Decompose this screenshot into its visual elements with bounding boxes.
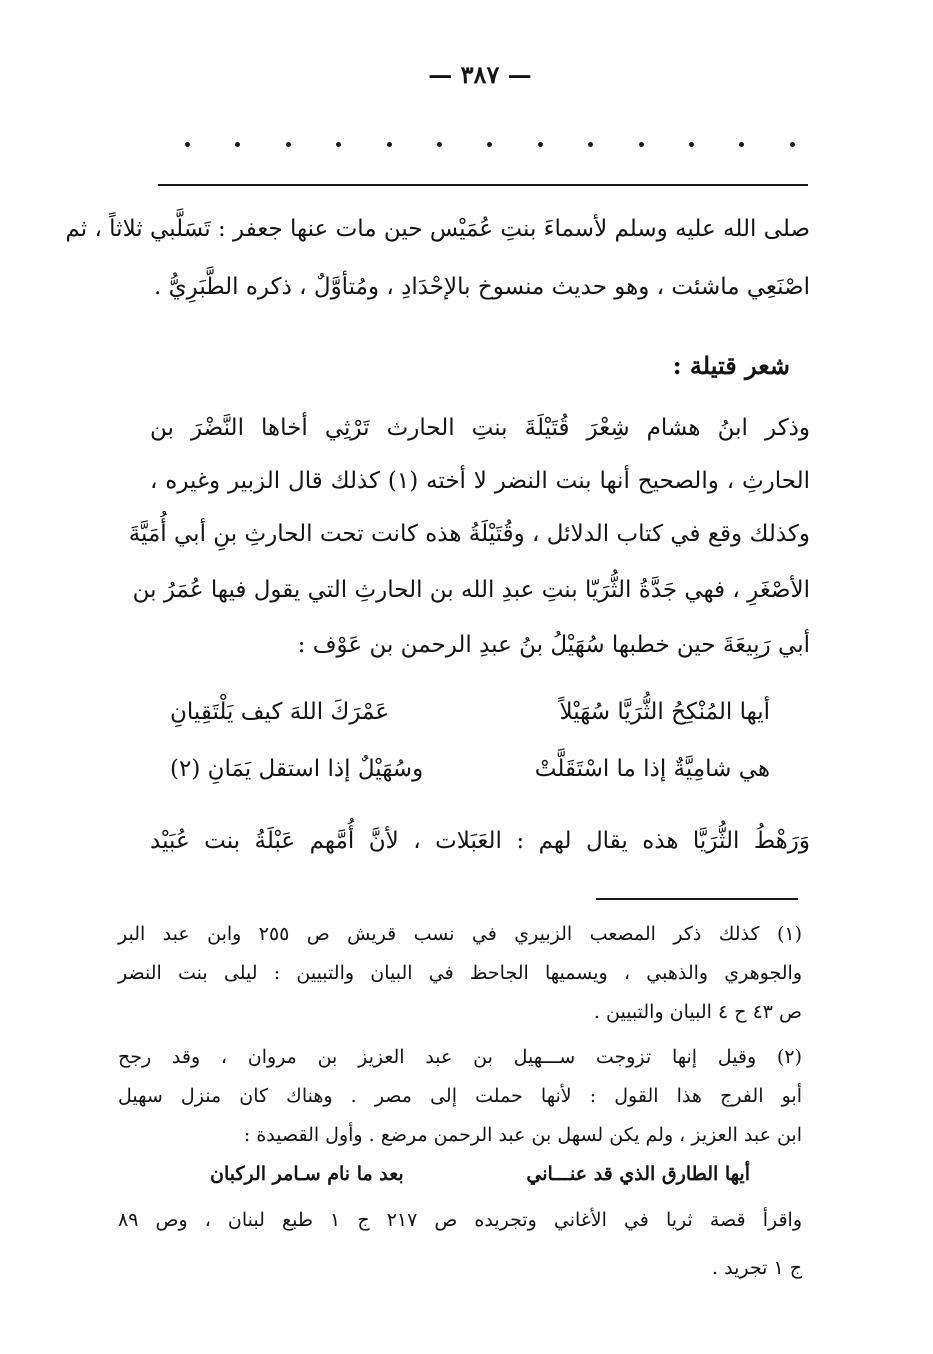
footnote-line: ج ١ تجريد . [712, 1257, 802, 1279]
body-text-line: اصْنَعِي ماشئت ، وهو حديث منسوخ بالإحْدَادِ ، ومُتأوَّلٌ ، ذكره الطَّبَرِيُّ . [154, 274, 810, 300]
verse-second-hemistich: عَمْرَكَ اللهَ كيف يَلْتَقِيانِ [170, 699, 390, 725]
footnote-line: ابن عبد العزيز ، ولم يكن لسهل بن عبد الرحمن مرضع . وأول القصيدة : [243, 1124, 802, 1146]
header-rule [158, 184, 808, 186]
ornament-dot [185, 142, 190, 147]
footnote-verse [210, 1160, 750, 1188]
footnote-line: والجوهري والذهبي ، ويسميها الجاحظ في البيان والتبيين : ليلى بنت النضر [118, 962, 802, 984]
footnote-line: واقرأ قصة ثريا في الأغاني وتجريده ص ٢١٧ ج ١ طبع لبنان ، وص ٨٩ [118, 1209, 803, 1231]
footnote-line: (١) كذلك ذكر المصعب الزبيري في نسب قريش ص ٢٥٥ وابن عبد البر [118, 923, 802, 945]
ornament-dot [336, 142, 341, 147]
body-text-line: وَرَهْطُ الثُّرَيَّا هذه يقال لهم : العَبَلات ، لأنَّ أُمَّهم عَبْلَةُ بنت عُبَيْد [150, 828, 810, 854]
decorative-dot-row [185, 142, 795, 147]
verse-first-hemistich: أيها الطارق الذي قد عنـــاني [526, 1163, 750, 1185]
verse-second-hemistich: وسُهَيْلٌ إذا استقل يَمَانِ (٢) [170, 756, 424, 782]
body-text-line: وذكر ابنُ هشام شِعْرَ قُتَيْلَةَ بنتِ الحارث تَرْثِي أخاها النَّضْرَ بن [150, 415, 810, 441]
ornament-dot [689, 142, 694, 147]
body-text-line: وكذلك وقع في كتاب الدلائل ، وقُتَيْلَةُ هذه كانت تحت الحارثِ بنِ أبي أُمَيَّةَ [128, 521, 810, 547]
verse-first-hemistich: أيها المُنْكِحُ الثُّرَيَّا سُهَيْلاً [559, 699, 770, 725]
footnote-rule [596, 898, 798, 900]
page-number: — ٣٨٧ — [428, 60, 532, 89]
body-text-line: صلى الله عليه وسلم لأسماءَ بنتِ عُمَيْس حين مات عنها جعفر : تَسَلَّبي ثلاثاً ، ثم [65, 216, 810, 242]
ornament-dot [437, 142, 442, 147]
ornament-dot [639, 142, 644, 147]
ornament-dot [286, 142, 291, 147]
body-text-line: الأصْغَرِ ، فهي جَدَّةُ الثُّرَيّا بنتِ عبدِ الله بن الحارثِ التي يقول فيها عُمَرُ بن [132, 577, 810, 603]
footnote-line: ص ٤٣ ح ٤ البيان والتبيين . [593, 1001, 802, 1023]
verse-second-hemistich: بعد ما نام سـامر الركبان [210, 1163, 404, 1185]
footnote-line: أبو الفرج هذا القول : لأنها حملت إلى مصر . وهناك كان منزل سهيل [118, 1085, 802, 1107]
ornament-dot [739, 142, 744, 147]
ornament-dot [487, 142, 492, 147]
footnote-line: (٢) وقيل إنها تزوجت ســـهيل بن عبد العزيز بن مروان ، وقد رجح [118, 1046, 802, 1068]
poem-verse [170, 697, 770, 727]
section-heading: شعر قتيلة : [672, 351, 790, 380]
body-text-line: الحارثِ ، والصحيح أنها بنت النضر لا أخته (١) كذلك قال الزبير وغيره ، [150, 468, 811, 494]
ornament-dot [387, 142, 392, 147]
body-text-line: أبي رَبِيعَةَ حين خطبها سُهَيْلُ بنُ عبدِ الرحمن بن عَوْف : [297, 632, 810, 658]
ornament-dot [538, 142, 543, 147]
verse-first-hemistich: هي شامِيَّةٌ إذا ما اسْتَقَلَّتْ [534, 756, 770, 782]
ornament-dot [235, 142, 240, 147]
ornament-dot [588, 142, 593, 147]
poem-verse [170, 754, 770, 784]
ornament-dot [790, 142, 795, 147]
